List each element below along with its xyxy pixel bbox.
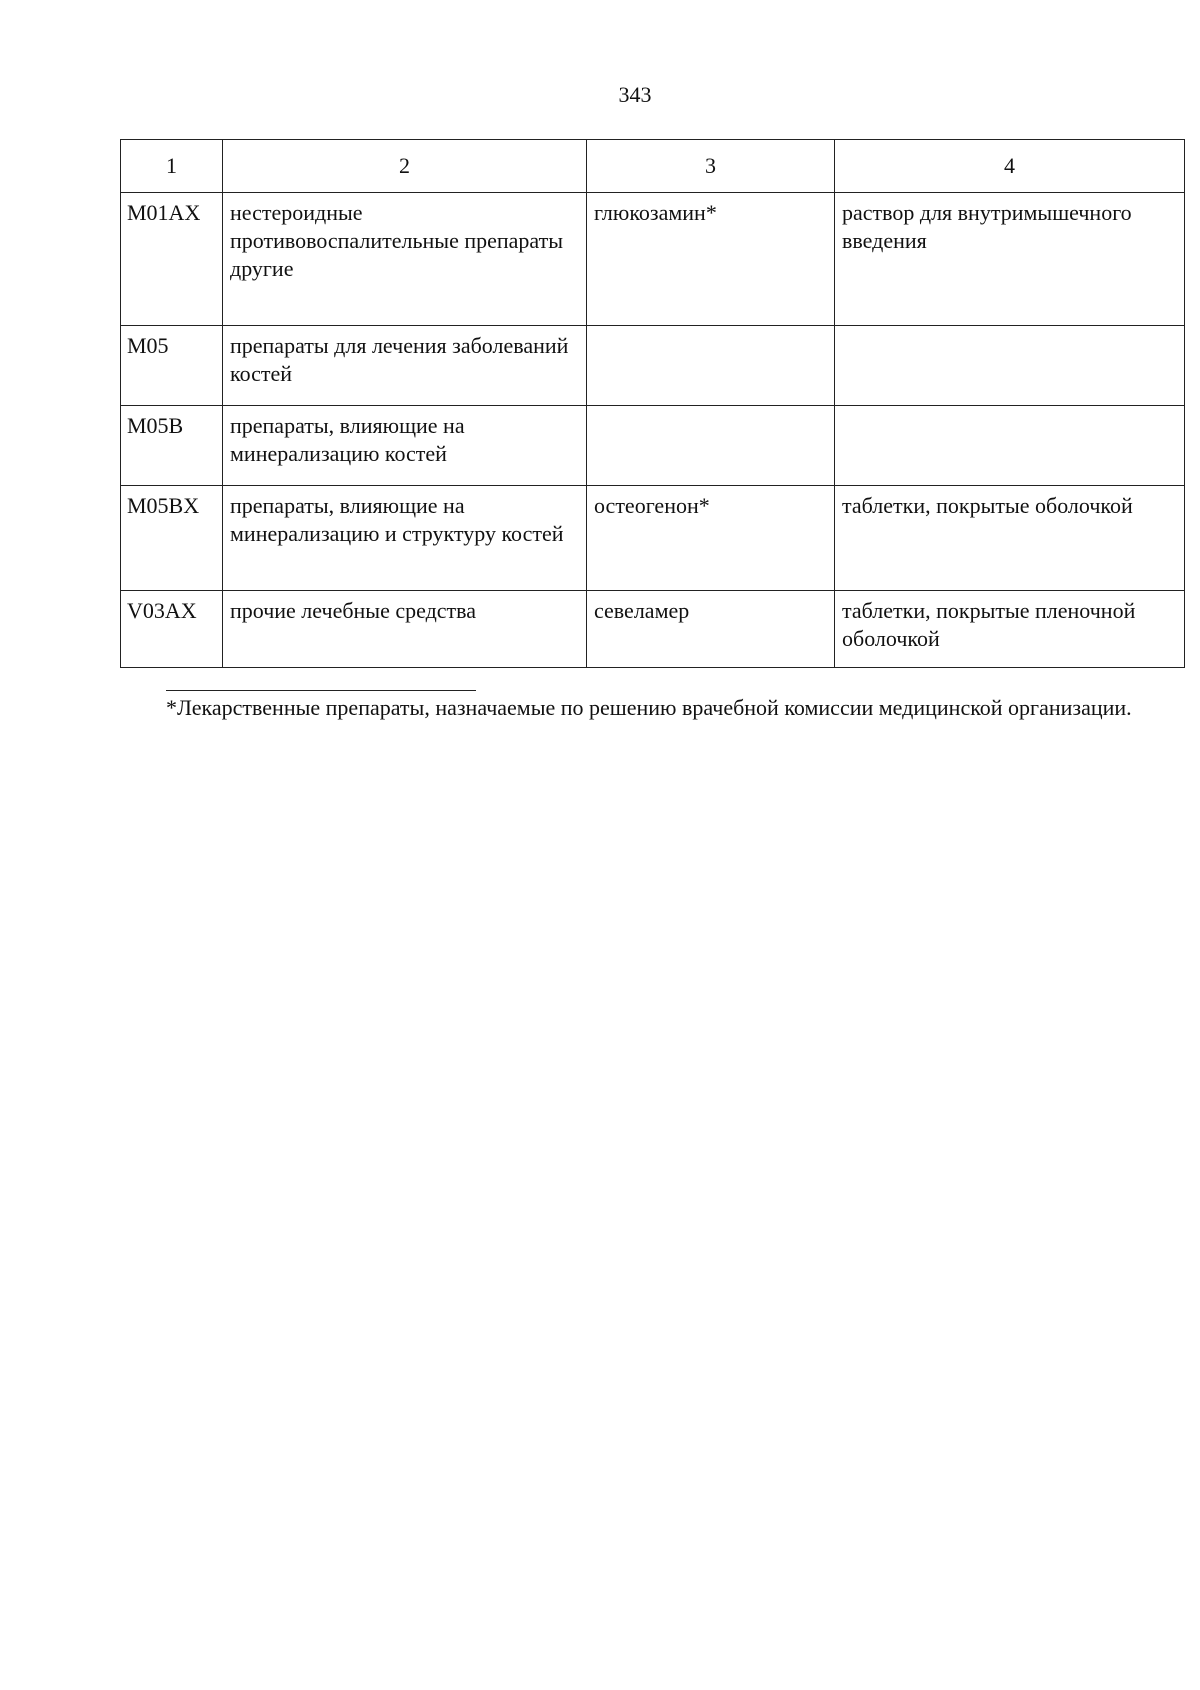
table-row (121, 591, 1185, 668)
column-header-2: 2 (223, 140, 587, 193)
drug-group-cell: прочие лечебные средства (223, 591, 587, 668)
atc-code-cell: M05B (121, 406, 223, 486)
drug-name-cell (587, 326, 835, 406)
dosage-form-cell: таблетки, покрытые оболочкой (835, 486, 1185, 591)
atc-code-cell: M05 (121, 326, 223, 406)
table-header-row (121, 140, 1185, 193)
drug-name-cell (587, 406, 835, 486)
column-header-3: 3 (587, 140, 835, 193)
column-header-1: 1 (121, 140, 223, 193)
drug-name-cell: севеламер (587, 591, 835, 668)
drug-group-cell: препараты, влияющие на минерализацию и структуру костей (223, 486, 587, 591)
drug-group-cell: препараты, влияющие на минерализацию костей (223, 406, 587, 486)
table-row (121, 193, 1185, 326)
table-row (121, 326, 1185, 406)
dosage-form-cell: раствор для внутримышечного введения (835, 193, 1185, 326)
atc-code-cell: V03AX (121, 591, 223, 668)
drug-group-cell: препараты для лечения заболеваний костей (223, 326, 587, 406)
page-number: 343 (618, 82, 652, 107)
footnote: *Лекарственные препараты, назначаемые по решению врачебной комиссии медицинской организации. (166, 695, 1132, 720)
footnote-divider (166, 690, 476, 691)
column-header-4: 4 (835, 140, 1185, 193)
atc-code-cell: M01AX (121, 193, 223, 326)
drug-name-cell: остеогенон* (587, 486, 835, 591)
dosage-form-cell: таблетки, покрытые пленочной оболочкой (835, 591, 1185, 668)
drug-table (120, 139, 1185, 668)
drug-group-cell: нестероидные противовоспалительные препараты другие (223, 193, 587, 326)
atc-code-cell: M05BX (121, 486, 223, 591)
drug-name-cell: глюкозамин* (587, 193, 835, 326)
table-row (121, 406, 1185, 486)
dosage-form-cell (835, 326, 1185, 406)
table-row (121, 486, 1185, 591)
dosage-form-cell (835, 406, 1185, 486)
